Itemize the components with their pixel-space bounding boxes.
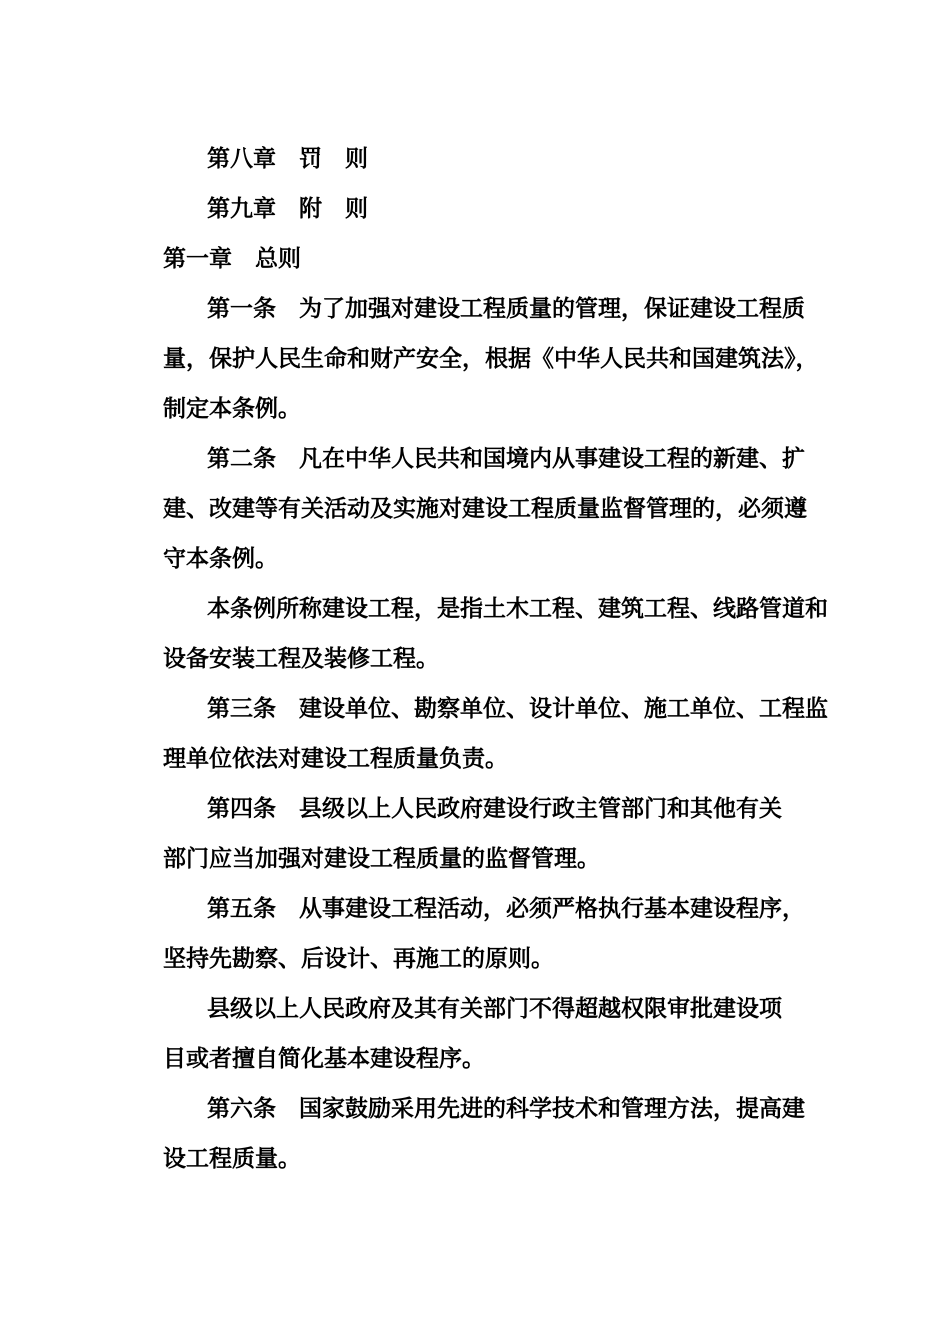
article-5-para-2-line-1: 县级以上人民政府及其有关部门不得超越权限审批建设项 bbox=[207, 996, 782, 1022]
article-2-line-1: 第二条 凡在中华人民共和国境内从事建设工程的新建、扩 bbox=[207, 446, 805, 472]
article-1-line-1: 第一条 为了加强对建设工程质量的管理，保证建设工程质 bbox=[207, 296, 805, 322]
article-3-line-1: 第三条 建设单位、勘察单位、设计单位、施工单位、工程监 bbox=[207, 696, 828, 722]
article-6-line-1: 第六条 国家鼓励采用先进的科学技术和管理方法，提高建 bbox=[207, 1096, 805, 1122]
article-2-para-2-line-1: 本条例所称建设工程，是指土木工程、建筑工程、线路管道和 bbox=[207, 596, 828, 622]
article-2-line-2: 建、改建等有关活动及实施对建设工程质量监督管理的，必须遵 bbox=[163, 496, 807, 522]
article-6-line-2: 设工程质量。 bbox=[163, 1146, 301, 1172]
article-2-para-2-line-2: 设备安装工程及装修工程。 bbox=[163, 646, 439, 672]
article-5-line-2: 坚持先勘察、后设计、再施工的原则。 bbox=[163, 946, 554, 972]
article-2-line-3: 守本条例。 bbox=[163, 546, 278, 572]
chapter-1-heading: 第一章 总则 bbox=[163, 246, 301, 272]
article-4-line-2: 部门应当加强对建设工程质量的监督管理。 bbox=[163, 846, 600, 872]
article-4-line-1: 第四条 县级以上人民政府建设行政主管部门和其他有关 bbox=[207, 796, 782, 822]
article-5-para-2-line-2: 目或者擅自简化基本建设程序。 bbox=[163, 1046, 485, 1072]
article-3-line-2: 理单位依法对建设工程质量负责。 bbox=[163, 746, 508, 772]
article-1-line-2: 量，保护人民生命和财产安全，根据《中华人民共和国建筑法》， bbox=[163, 346, 819, 372]
chapter-8-heading: 第八章 罚 则 bbox=[207, 146, 368, 172]
article-5-line-1: 第五条 从事建设工程活动，必须严格执行基本建设程序， bbox=[207, 896, 805, 922]
chapter-9-heading: 第九章 附 则 bbox=[207, 196, 368, 222]
article-1-line-3: 制定本条例。 bbox=[163, 396, 301, 422]
